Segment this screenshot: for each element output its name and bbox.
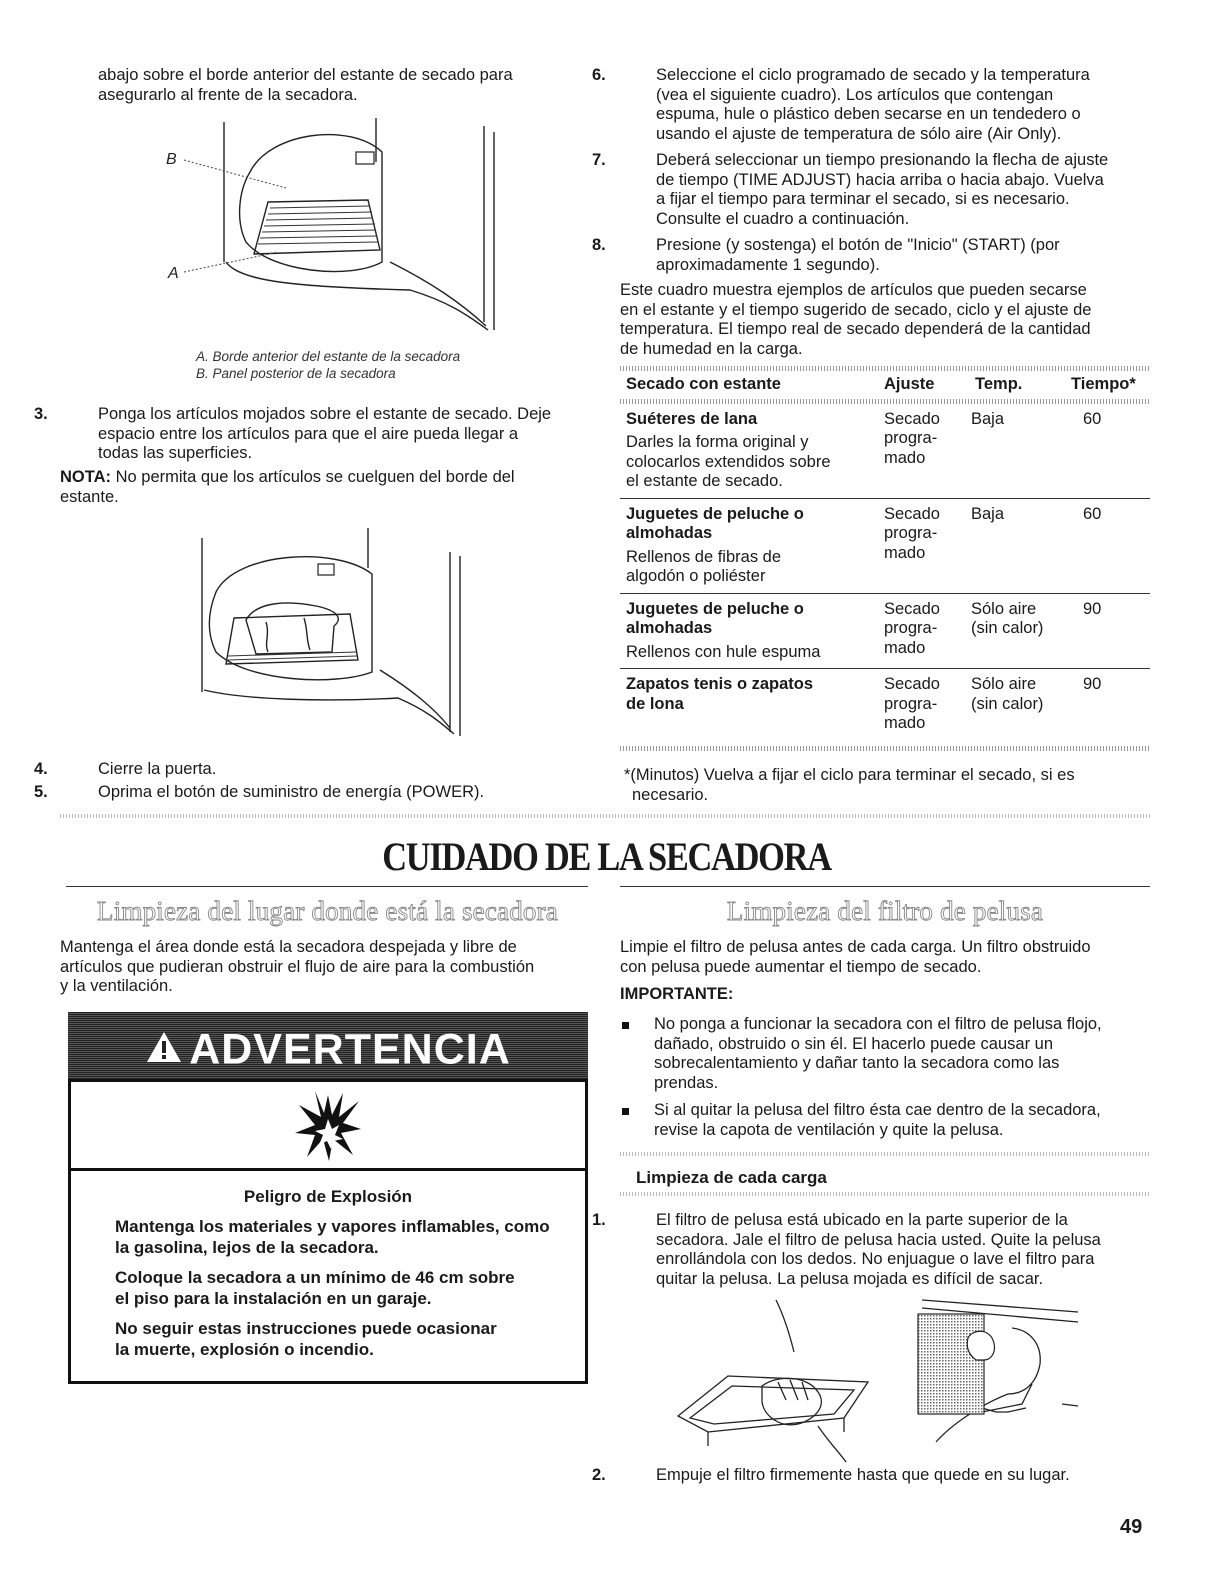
drying-rack-table: [620, 372, 1150, 740]
explosion-icon: [293, 1089, 363, 1163]
right-section-text: Limpie el filtro de pelusa antes de cada carga. Un filtro obstruido con pelusa puede aumentar el tiempo de secado.: [620, 938, 1091, 976]
intro-text: abajo sobre el borde anterior del estante de secado para asegurarlo al frente de la secadora.: [98, 66, 513, 104]
table-row: Zapatos tenis o zapatos de lona Secado progra- mado Sólo aire (sin calor) 90: [626, 675, 1102, 732]
header-ajuste: Ajuste: [884, 375, 935, 393]
drying-rack-figure: [150, 112, 510, 344]
right-heading: Limpieza del filtro de pelusa: [726, 896, 1044, 926]
left-section-text: Mantenga el área donde está la secadora despejada y libre de artículos que pudieran obstruir el flujo de aire para la combustión y la ventilación.: [60, 938, 535, 995]
care-step-1: 1. El filtro de pelusa está ubicado en la parte superior de la secadora. Jale el filtro de pelusa hacia usted. Quite la pelusa enrollándola con los dedos. No enjuague o lave el filtro para quitar la pelusa. La pelusa mojada es difícil de sacar.: [592, 1211, 1101, 1288]
left-heading: Limpieza del lugar donde está la secadora: [97, 896, 558, 926]
page-number: 49: [1120, 1516, 1143, 1538]
right-col-rule: [620, 886, 1150, 887]
subheading: Limpieza de cada carga: [636, 1168, 827, 1187]
subheading-rule-bottom: [620, 1192, 1150, 1196]
step-8: 8. Presione (y sostenga) el botón de "Inicio" (START) (por aproximadamente 1 segundo).: [592, 236, 1060, 274]
step-7: 7. Deberá seleccionar un tiempo presionando la flecha de ajuste de tiempo (TIME ADJUST) hacia arriba o hacia abajo. Vuelva a fijar el tiempo para terminar el secado, si es necesario. Consulte el cuadro a continuación.: [592, 151, 1109, 228]
bullet-icon: [622, 1022, 629, 1029]
warning-title: Peligro de Explosión: [243, 1187, 413, 1206]
table-row: Suéteres de lana Darles la forma original y colocarlos extendidos sobre el estante de secado. Secado progra- mado Baja 60: [620, 404, 1150, 499]
bullet-1: No ponga a funcionar la secadora con el filtro de pelusa flojo, dañado, obstruido o sin él. El hacerlo puede causar un sobrecalentamiento y dañar tanto la secadora como las prendas.: [654, 1015, 1102, 1092]
table-top-rule: [620, 366, 1150, 371]
step-4: 4. Cierre la puerta.: [34, 760, 217, 778]
warning-body: Peligro de Explosión Mantenga los materiales y vapores inflamables, como la gasolina, lejos de la secadora. Coloque la secadora a un mínimo de 46 cm sobre el piso para la instalación en un garaje. No seguir estas instrucciones puede ocasionar la muerte, explosión o incendio.: [71, 1186, 585, 1360]
warning-header: ADVERTENCIA: [68, 1012, 588, 1082]
label-a: A: [168, 265, 179, 282]
lint-filter-figure-1: [668, 1296, 888, 1466]
step-3: 3. Ponga los artículos mojados sobre el estante de secado. Deje espacio entre los artículos para que el aire pueda llegar a todas las superficies.: [34, 405, 552, 462]
step-5: 5. Oprima el botón de suministro de energía (POWER).: [34, 783, 485, 801]
table-row: Juguetes de peluche o almohadas Rellenos de fibras de algodón o poliéster Secado progra- mado Baja 60: [620, 498, 1150, 593]
header-secado: Secado con estante: [626, 375, 781, 393]
rack-with-items-figure: [186, 522, 476, 742]
table-bottom-rule: [620, 746, 1150, 751]
chart-intro: Este cuadro muestra ejemplos de artículos que pueden secarse en el estante y el tiempo sugerido de secado, ciclo y el ajuste de temperatura. El tiempo real de secado dependerá de la cantidad de humedad en la carga.: [620, 281, 1092, 358]
header-tiempo: Tiempo*: [1071, 375, 1136, 393]
warning-icon-area: [71, 1085, 585, 1171]
table-footnote: *(Minutos) Vuelva a fijar el ciclo para terminar el secado, si es necesario.: [624, 766, 1075, 804]
header-temp: Temp.: [975, 375, 1023, 393]
bullet-icon: [622, 1108, 629, 1115]
subheading-rule-top: [620, 1152, 1150, 1156]
care-step-2: 2. Empuje el filtro firmemente hasta que quede en su lugar.: [592, 1466, 1070, 1484]
left-col-rule: [66, 886, 588, 887]
table-header-row: [620, 372, 1150, 399]
step-6: 6. Seleccione el ciclo programado de secado y la temperatura (vea el siguiente cuadro). Los artículos que contengan espuma, hule o plástico deben secarse en un tendedero o usando el ajuste de temperatura de sólo aire (Air Only).: [592, 66, 1090, 143]
bullet-2: Si al quitar la pelusa del filtro ésta cae dentro de la secadora, revise la capota de ventilación y quite la pelusa.: [654, 1101, 1101, 1139]
table-row: Juguetes de peluche o almohadas Rellenos con hule espuma Secado progra- mado Sólo aire (sin calor) 90: [620, 593, 1150, 669]
section-rule: [60, 814, 1152, 818]
importante-label: IMPORTANTE:: [620, 985, 734, 1003]
section-title: CUIDADO DE LA SECADORA: [382, 834, 831, 879]
figure-caption: A. Borde anterior del estante de la secadora B. Panel posterior de la secadora: [196, 349, 461, 381]
label-b: B: [166, 151, 177, 168]
lint-filter-figure-2: [912, 1294, 1082, 1444]
warning-triangle-icon: [145, 1015, 183, 1085]
nota: NOTA: No permita que los artículos se cuelguen del borde del estante.: [60, 468, 515, 506]
